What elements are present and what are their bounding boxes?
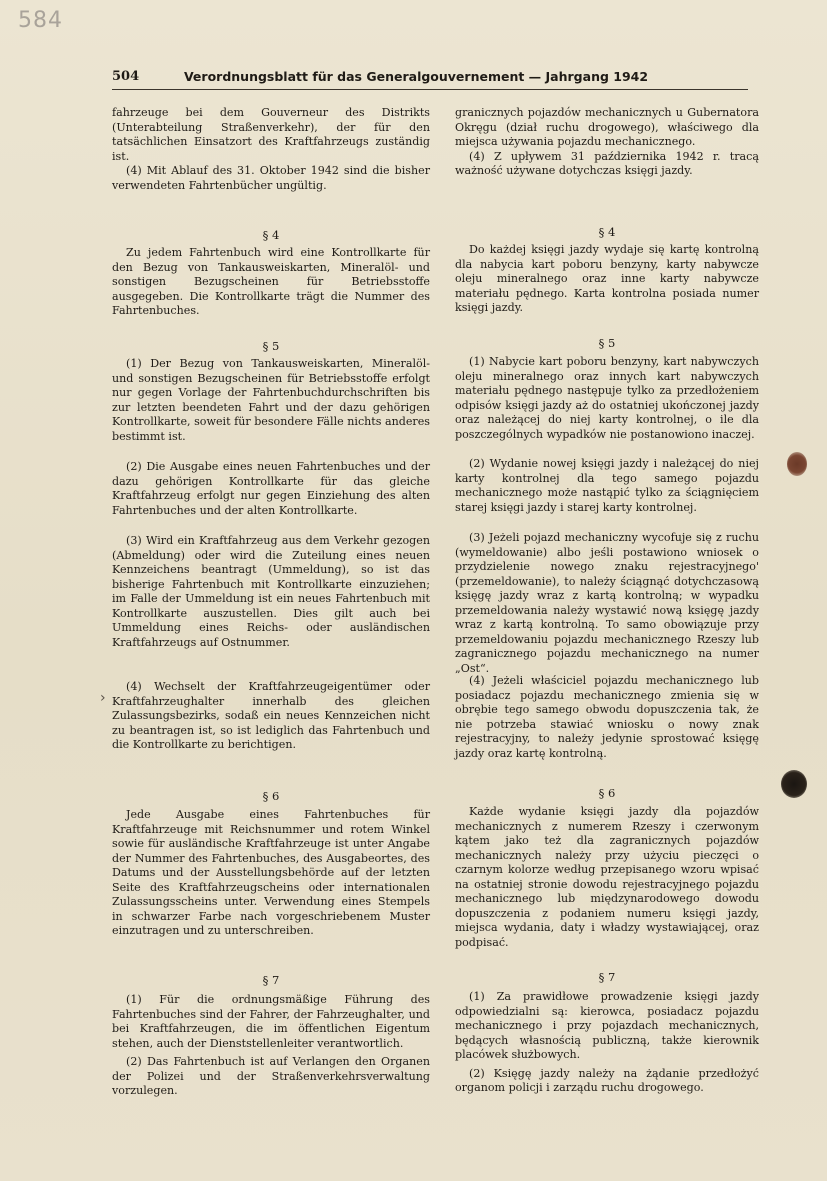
polish-s5-heading: § 5 [598,336,616,350]
german-s7-heading: § 7 [262,973,280,987]
german-s4-p1: Zu jedem Fahrtenbuch wird eine Kontrollkarte für den Bezug von Tankausweiskarten, Mineralöl- und sonstigen Bezugscheinen für Betriebsstoffe ausgegeben. Die Kontrollkarte trägt die Nummer des Fahrtenbuches. [112,246,430,317]
german-s5-p3: (3) Wird ein Kraftfahrzeug aus dem Verkehr gezogen (Abmeldung) oder wird die Zuteilung eines neuen Kennzeichens beantragt (Ummeldung), so ist das bisherige Fahrtenbuch mit Kontrollkarte einzuziehen; im Falle der Ummeldung ist ein neues Fahrtenbuch mit Kontrollkarte auszustellen. Dies gilt auch bei Ummeldung eines Reichs- oder ausländischen Kraftfahrzeugs auf Ostnummer. [112,534,430,649]
german-intro-p4: (4) Mit Ablauf des 31. Oktober 1942 sind die bisher verwendeten Fahrtenbücher ungültig. [112,164,430,192]
polish-s5-p2: (2) Wydanie nowej księgi jazdy i należącej do niej karty kontrolnej dla tego samego pojazdu mechanicznego może nastąpić tylko za ściągnięciem starej księgi jazdy i starej karty kontrolnej. [455,457,759,514]
polish-s7-p2: (2) Księgę jazdy należy na żądanie przedłożyć organom policji i zarządu ruchu drogowego. [455,1066,759,1094]
german-s5-heading: § 5 [262,339,280,353]
polish-s5-p4: (4) Jeżeli właściciel pojazdu mechanicznego lub posiadacz pojazdu mechanicznego zmienia się w obrębie tego samego obwodu dopuszczenia tak, że nie potrzeba stawiać wniosku o nowy znak rejestracyjny, to należy jedynie sprostować księgę jazdy oraz kartę kontrolną. [455,674,759,760]
polish-intro-p4: (4) Z upływem 31 października 1942 r. tracą ważność używane dotychczas księgi jazdy. [455,149,759,177]
page-header [112,69,742,91]
polish-s6-p1: Każde wydanie księgi jazdy dla pojazdów mechanicznych z numerem Rzeszy i czerwonym kątem jako też dla zagranicznych pojazdów mechanicznych należy przy użyciu pieczęci o czarnym kolorze według przepisanego wzoru wpisać na ostatniej stronie dowodu rejestracyjnego pojazdu mechanicznego lub międzynarodowego dowodu dopuszczenia z podaniem numeru księgi jazdy, miejsca wydania, daty i władzy wystawiającej, oraz podpisać. [455,805,759,949]
german-s4-heading: § 4 [262,228,280,242]
polish-s4-body [455,243,759,316]
polish-s5-p3: (3) Jeżeli pojazd mechaniczny wycofuje się z ruchu (wymeldowanie) albo jeśli postawiono wniosek o przydzielenie nowego znaku rejestracyjnego' (przemeldowanie), to należy ściągnąć dotychczasową księgę jazdy wraz z kartą kontrolną; w wypadku przemeldowania należy wystawić nową księgę jazdy wraz z kartą kontrolną. To samo obowiązuje przy przemeldowaniu pojazdu mechanicznego Rzeszy lub zagranicznego pojazdu mechanicznego na numer „Ost“. [455,531,759,675]
german-s7-body [112,993,430,1099]
running-title: Verordnungsblatt für das Generalgouvernement — Jahrgang 1942 [183,69,649,84]
polish-intro [455,106,759,179]
polish-s5-p4-block [455,674,759,761]
paper-stain-red [787,452,807,476]
german-s5-p4: (4) Wechselt der Kraftfahrzeugeigentümer oder Kraftfahrzeughalter innerhalb des gleichen Zulassungsbezirks, sodaß ein neues Kennzeichen nicht zu beantragen ist, so ist lediglich das Fahrtenbuch und die Kontrollkarte zu berichtigen. [112,680,430,751]
polish-s6-body [455,805,759,950]
german-s6-heading: § 6 [262,789,280,803]
polish-s7-p1: (1) Za prawidłowe prowadzenie księgi jazdy odpowiedzialni są: kierowca, posiadacz pojazdu mechanicznego i przy pojazdach mechanicznych, będących własnością publiczną, także kierownik placówek służbowych. [455,990,759,1061]
polish-s7-heading: § 7 [598,970,616,984]
page-number: 504 [112,69,140,84]
polish-s5-p2-block [455,457,759,515]
polish-s4-p1: Do każdej księgi jazdy wydaje się kartę kontrolną dla nabycia kart poboru benzyny, karty nabywcze oleju mineralnego oraz inne karty nabywcze materiału pędnego. Karta kontrolna posiada numer księgi jazdy. [455,243,759,314]
german-s7-p1: (1) Für die ordnungsmäßige Führung des Fahrtenbuches sind der Fahrer, der Fahrzeughalter, und bei Kraftfahrzeugen, die im öffentlichen Eigentum stehen, auch der Dienststellenleiter verantwortlich. [112,993,430,1050]
polish-s5-p1: (1) Nabycie kart poboru benzyny, kart nabywczych oleju mineralnego oraz innych kart nabywczych materiału pędnego następuje tylko za przedłożeniem odpisów księgi jazdy aż do ostatniej ukończonej jazdy oraz należącej do niej karty kontrolnej, o ile dla poszczególnych wypadków nie postanowiono inaczej. [455,355,759,441]
german-s6-p1: Jede Ausgabe eines Fahrtenbuches für Kraftfahrzeuge mit Reichsnummer und rotem Winkel sowie für ausländische Kraftfahrzeuge ist unter Angabe der Nummer des Fahrtenbuches, des Ausgabeortes, des Datums und der Ausstellungsbehörde auf der letzten Seite des Kraftfahrzeugscheins oder internationalen Zulassungsscheins unter. Verwendung eines Stempels in schwarzer Farbe nach vorgeschriebenem Muster einzutragen und zu unterschreiben. [112,808,430,937]
polish-intro-text: granicznych pojazdów mechanicznych u Gubernatora Okręgu (dział ruchu drogowego), właściwego dla miejsca używania pojazdu mechanicznego. [455,106,759,148]
german-s4-body [112,246,430,319]
german-s5-p1-block [112,357,430,444]
german-s7-p2: (2) Das Fahrtenbuch ist auf Verlangen den Organen der Polizei und der Straßenverkehrsverwaltung vorzulegen. [112,1055,430,1097]
german-s5-p3-block [112,534,430,650]
polish-s4-heading: § 4 [598,225,616,239]
polish-s6-heading: § 6 [598,786,616,800]
german-intro-text: fahrzeuge bei dem Gouverneur des Distrikts (Unterabteilung Straßenverkehr), der für den tatsächlichen Einsatzort des Kraftfahrzeugs zuständig ist. [112,106,430,163]
binding-hole [781,770,807,798]
german-s5-p1: (1) Der Bezug von Tankausweiskarten, Mineralöl- und sonstigen Bezugscheinen für Betriebsstoffe erfolgt nur gegen Vorlage der Fahrtenbuchdurchschriften bis zur letzten beendeten Fahrt und der dazu gehörigen Kontrollkarte, soweit für besondere Fälle nichts anderes bestimmt ist. [112,357,430,443]
polish-s5-p1-block [455,355,759,442]
german-s6-body [112,808,430,939]
german-s5-p2: (2) Die Ausgabe eines neuen Fahrtenbuches und der dazu gehörigen Kontrollkarte für das gleiche Kraftfahrzeug erfolgt nur gegen Einziehung des alten Fahrtenbuches und der alten Kontrollkarte. [112,460,430,517]
margin-tick: › [100,690,106,706]
german-intro [112,106,430,193]
german-s5-p2-block [112,460,430,518]
polish-s7-body [455,990,759,1096]
german-s5-p4-block [112,680,430,753]
header-rule [112,89,748,90]
pencil-archive-number: 584 [18,8,63,33]
polish-s5-p3-block [455,531,759,676]
